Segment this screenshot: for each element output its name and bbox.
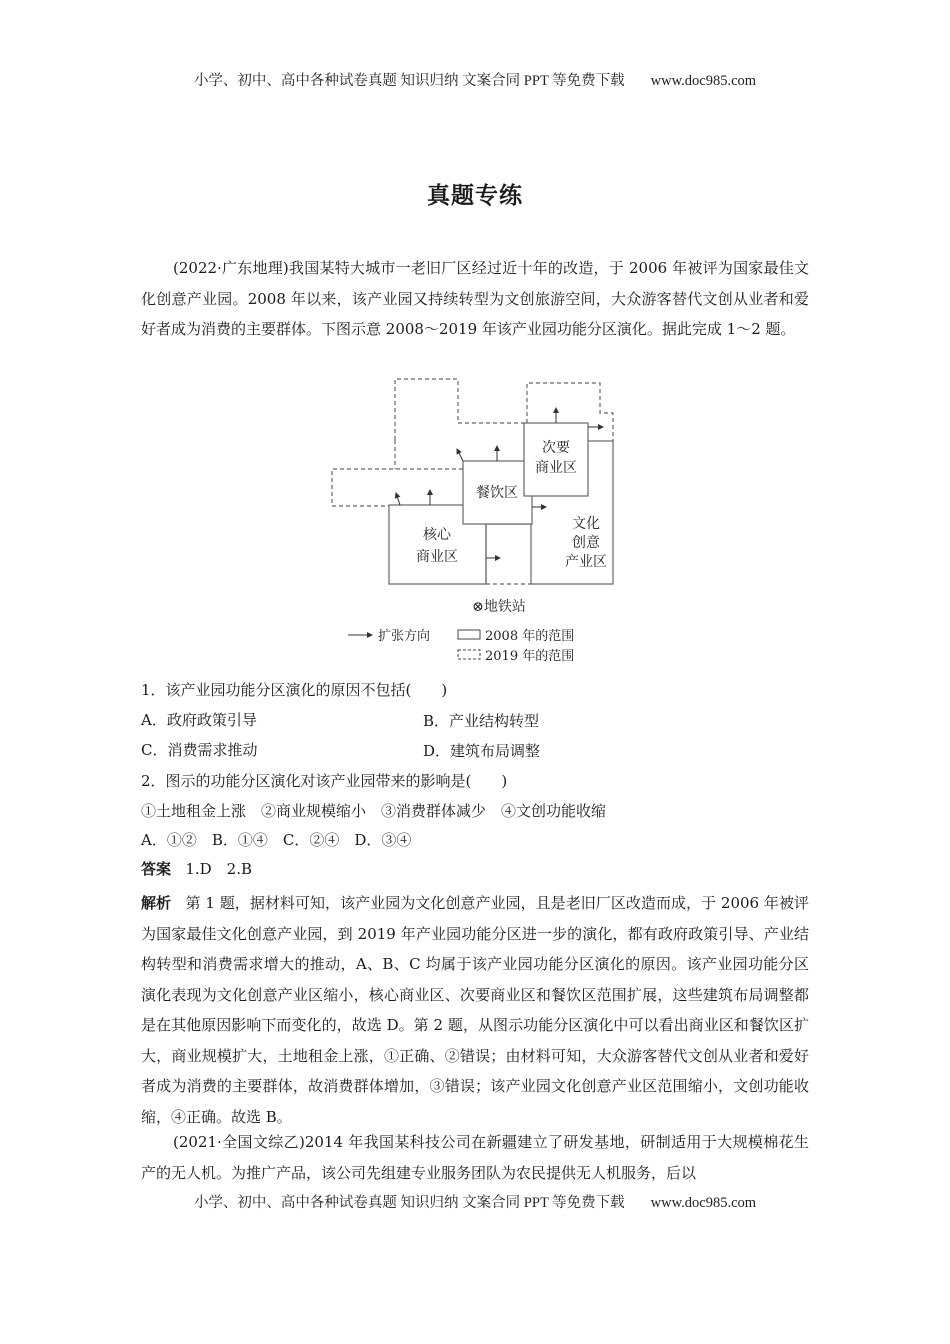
page-header: [0, 69, 950, 90]
analysis-label: 解析: [141, 894, 172, 912]
zone-core-line2: 商业区: [416, 549, 458, 565]
function-zone-diagram: [320, 370, 630, 670]
legend: [348, 628, 574, 664]
option-label: D．: [423, 742, 451, 760]
footer-url[interactable]: www.doc985.com: [650, 1195, 757, 1211]
option-text: 建筑布局调整: [450, 742, 541, 760]
q1-option-c[interactable]: [141, 740, 258, 760]
option-label: C．: [141, 741, 168, 759]
q1-option-b[interactable]: [423, 710, 539, 731]
option-text: 政府政策引导: [166, 711, 257, 729]
legend-dashed-label: 2019 年的范围: [485, 649, 575, 664]
legend-solid-label: 2008 年的范围: [485, 629, 575, 644]
analysis-paragraph: [141, 888, 809, 1132]
page-title: 真题专练: [427, 183, 523, 209]
intro-paragraph-2: [141, 1127, 809, 1188]
question-1-stem: 该产业园功能分区演化的原因不包括( ): [165, 681, 448, 699]
analysis-text: 第 1 题，据材料可知，该产业园为文化创意产业园，且是老旧厂区改造而成，于 2006 年被评为国家最佳文化创意产业园，到 2019 年产业园功能分区进一步的演化，都有政府政策引导、产业结构转型和消费需求增大的推动，A、B、C 均属于该产业园功能分区演化的原因。该产业园功能分区演化表现为文化创意产业区缩小，核心商业区、次要商业区和餐饮区范围扩展，这些建筑布局调整都是在其他原因影响下而变化的，故选 D。第 2 题，从图示功能分区演化中可以看出商业区和餐饮区扩大，商业规模扩大，土地租金上涨，①正确、②错误；由材料可知，大众游客替代文创从业者和爱好者成为消费的主要群体，故消费群体增加，③错误；该产业园文化创意产业区范围缩小，文创功能收缩，④正确。故选 B。: [141, 894, 809, 1126]
subway-station-label: ⊗地铁站: [472, 599, 526, 615]
header-text: 小学、初中、高中各种试卷真题 知识归纳 文案合同 PPT 等免费下载: [193, 73, 625, 89]
option-label: B．: [423, 712, 450, 730]
q1-option-d[interactable]: [423, 740, 540, 761]
zone-secondary-line1: 次要: [542, 440, 570, 456]
zone-secondary-line2: 商业区: [535, 460, 577, 476]
answer-text: 1.D 2.B: [185, 860, 253, 878]
header-url[interactable]: www.doc985.com: [650, 73, 757, 89]
option-label: A．: [141, 711, 167, 729]
zone-creative-line1: 文化: [572, 516, 600, 532]
zone-core-line1: 核心: [423, 527, 451, 543]
page-footer: [0, 1191, 950, 1212]
option-text: 产业结构转型: [449, 712, 540, 730]
footer-text: 小学、初中、高中各种试卷真题 知识归纳 文案合同 PPT 等免费下载: [193, 1195, 625, 1211]
zone-dining: 餐饮区: [476, 485, 518, 501]
intro-1-text: (2022·广东地理)我国某特大城市一老旧厂区经过近十年的改造，于 2006 年被评为国家最佳文化创意产业园。2008 年以来，该产业园又持续转型为文创旅游空间，大众游客替代文创从业者和爱好者成为消费的主要群体。下图示意 2008～2019 年该产业园功能分区演化。据此完成 1～2 题。: [141, 259, 809, 338]
zone-creative-line2: 创意: [572, 535, 600, 551]
question-1: [141, 680, 447, 700]
q2-statements: ①土地租金上涨 ②商业规模缩小 ③消费群体减少 ④文创功能收缩: [141, 802, 607, 820]
answer-label: 答案: [141, 860, 172, 878]
solid-box-legend-icon: [458, 630, 480, 639]
legend-arrow-label: 扩张方向: [378, 629, 431, 644]
intro-2-text: (2021·全国文综乙)2014 年我国某科技公司在新疆建立了研发基地，研制适用于大规模棉花生产的无人机。为推广产品，该公司先组建专业服务团队为农民提供无人机服务，后以: [141, 1133, 809, 1182]
q1-option-a[interactable]: [141, 710, 257, 730]
question-2: [141, 771, 507, 791]
question-2-stem: 图示的功能分区演化对该产业园带来的影响是( ): [165, 772, 508, 790]
zone-creative-line3: 产业区: [565, 554, 607, 570]
answer-line: [141, 858, 252, 879]
question-2-number: 2．: [141, 772, 166, 790]
dashed-box-legend-icon: [458, 650, 480, 659]
intro-paragraph-1: [141, 253, 809, 345]
q2-options[interactable]: A．①② B．①④ C．②④ D．③④: [141, 831, 412, 849]
option-text: 消费需求推动: [167, 741, 258, 759]
question-1-number: 1．: [141, 681, 166, 699]
